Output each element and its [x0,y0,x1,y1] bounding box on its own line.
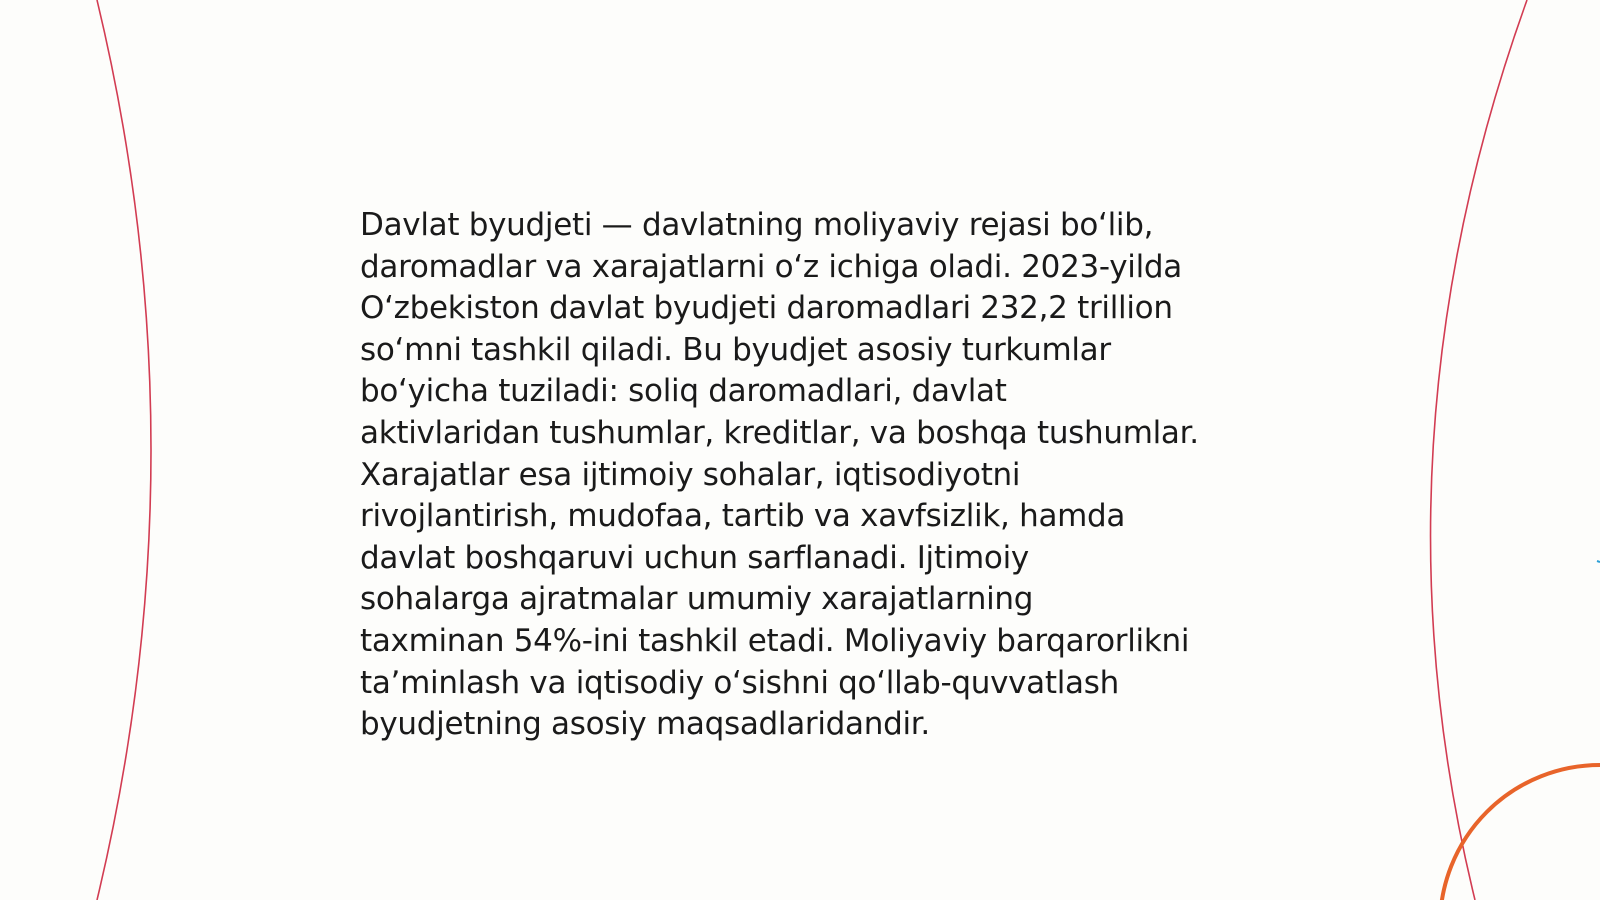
corner-circle [1440,765,1600,900]
left-curve [97,0,151,900]
body-paragraph: Davlat byudjeti — davlatning moliyaviy rejasi bo‘lib, daromadlar va xarajatlarni o‘z ichiga oladi. 2023-yilda O‘zbekiston davlat byudjeti daromadlari 232,2 trillion so‘mni tashkil qiladi. Bu byudjet asosiy turkumlar bo‘yicha tuziladi: soliq daromadlari, davlat aktivlaridan tushumlar, kreditlar, va boshqa tushumlar. Xarajatlar esa ijtimoiy sohalar, iqtisodiyotni rivojlantirish, mudofaa, tartib va xavfsizlik, hamda davlat boshqaruvi uchun sarflanadi. Ijtimoiy sohalarga ajratmalar umumiy xarajatlarning taxminan 54%-ini tashkil etadi. Moliyaviy barqarorlikni ta’minlash va iqtisodiy o‘sishni qo‘llab-quvvatlash byudjetning asosiy maqsadlaridandir. [360,207,1199,743]
right-curve [1431,0,1527,900]
